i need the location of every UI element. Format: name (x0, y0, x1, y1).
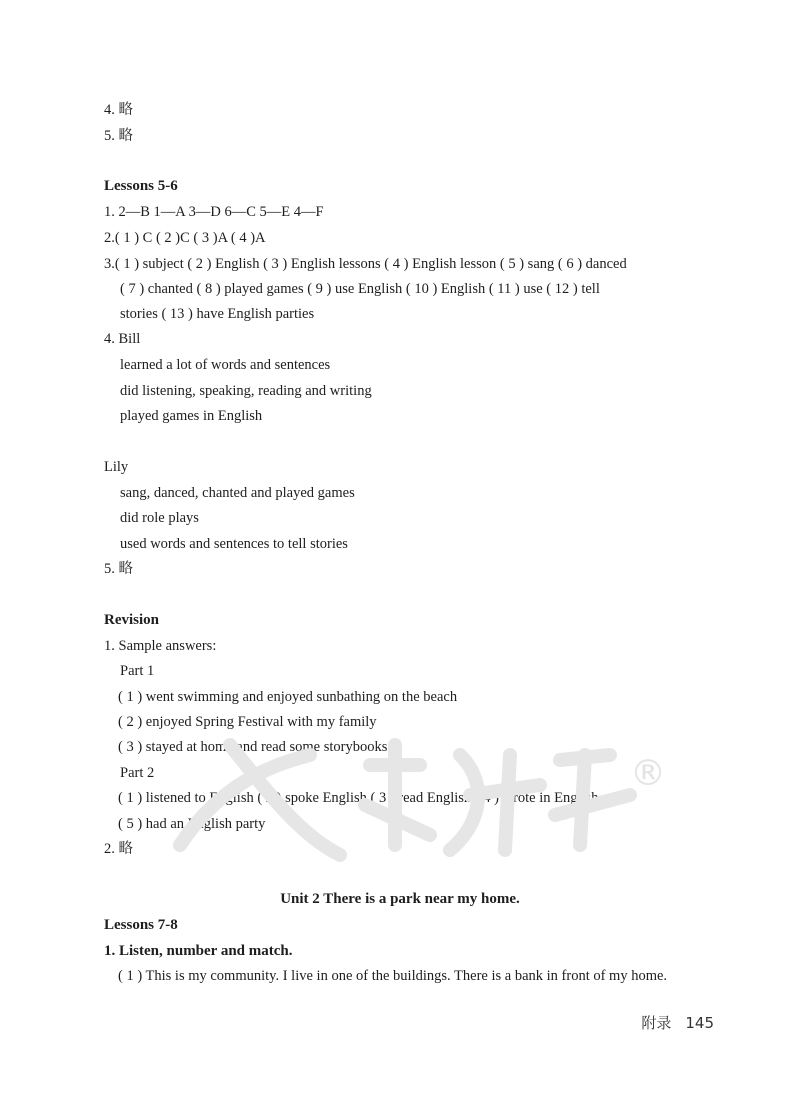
list-item: learned a lot of words and sentences (120, 357, 331, 373)
section-heading-revision: Revision (104, 612, 160, 628)
answer-line: 2.( 1 ) C ( 2 )C ( 3 )A ( 4 )A (104, 230, 266, 246)
list-item: played games in English (120, 408, 263, 424)
answer-line: stories ( 13 ) have English parties (120, 306, 315, 322)
answer-4: 4. 略 (104, 102, 133, 118)
list-item: used words and sentences to tell stories (120, 536, 348, 552)
answer-line: Lily (104, 459, 129, 475)
answer-5: 5. 略 (104, 128, 133, 144)
registered-mark: ® (630, 753, 666, 794)
page-number: 145 (685, 1014, 714, 1032)
list-item: did role plays (120, 510, 199, 526)
answer-line: 1. Sample answers: (104, 638, 217, 654)
list-item: sang, danced, chanted and played games (120, 485, 355, 501)
list-item: did listening, speaking, reading and writing (120, 383, 372, 399)
section-heading-lessons-7-8: Lessons 7-8 (104, 917, 178, 933)
appendix-label: 附录 (641, 1014, 672, 1032)
section-heading-lessons-5-6: Lessons 5-6 (104, 178, 178, 194)
answer-line: 4. Bill (104, 331, 141, 347)
page-footer (641, 1012, 714, 1033)
answer-line: 1. 2—B 1—A 3—D 6—C 5—E 4—F (104, 204, 324, 220)
answer-line: 2. 略 (104, 841, 133, 857)
answer-line: ( 1 ) This is my community. I live in one of the buildings. There is a bank in front of my home. (118, 968, 668, 984)
answer-line: Part 1 (120, 663, 155, 679)
answer-line: 3.( 1 ) subject ( 2 ) English ( 3 ) English lessons ( 4 ) English lesson ( 5 ) sang ( 6 ) danced (104, 256, 627, 272)
list-item: ( 5 ) had an English party (118, 816, 266, 832)
list-item: ( 1 ) went swimming and enjoyed sunbathing on the beach (118, 689, 458, 705)
list-item: ( 2 ) enjoyed Spring Festival with my family (118, 714, 377, 730)
answer-line: 5. 略 (104, 561, 133, 577)
exercise-title: 1. Listen, number and match. (104, 943, 293, 959)
answer-line: ( 7 ) chanted ( 8 ) played games ( 9 ) use English ( 10 ) English ( 11 ) use ( 12 ) tell (120, 281, 600, 297)
unit-title: Unit 2 There is a park near my home. (280, 891, 520, 907)
answer-line: Part 2 (120, 765, 155, 781)
list-item: ( 3 ) stayed at home and read some storybooks (118, 739, 388, 755)
list-item: ( 1 ) listened to English ( 2 ) spoke English ( 3 ) read English ( 4 ) wrote in English (118, 790, 599, 806)
